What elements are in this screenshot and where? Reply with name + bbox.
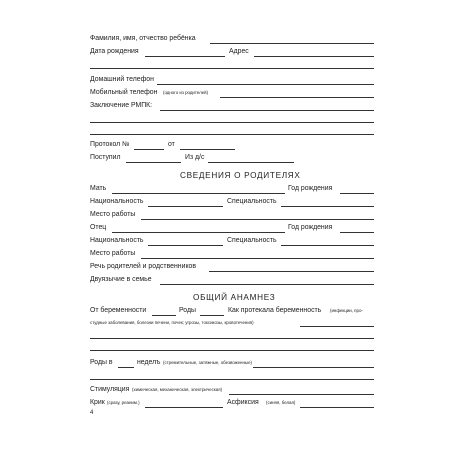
mother-field[interactable] [112, 193, 285, 194]
birth-date-label: Дата рождения [90, 48, 139, 55]
pregnancy-course-note-2: студные заболевания, болезни печени, почек; угрозы, токсикозы, кровотечения) [90, 320, 254, 325]
pregnancy-num-label: От беременности [90, 307, 147, 314]
pregnancy-course-label: Как протекала беременность [228, 307, 322, 314]
pmpk-field-line-2[interactable] [90, 122, 374, 123]
speech-label: Речь родителей и родственников [90, 263, 197, 270]
father-nationality-label: Национальность [90, 237, 144, 244]
anamnesis-heading: ОБЩИЙ АНАМНЕЗ [193, 293, 276, 302]
mobile-phone-field[interactable] [220, 97, 374, 98]
birth-type-field[interactable] [253, 367, 374, 368]
admitted-field[interactable] [126, 162, 181, 163]
mother-birth-year-label: Год рождения [288, 185, 333, 192]
mother-specialty-field[interactable] [281, 206, 374, 207]
mother-label: Мать [90, 185, 107, 192]
father-label: Отец [90, 224, 107, 231]
pregnancy-course-field-line-3[interactable] [90, 350, 374, 351]
father-specialty-label: Специальность [227, 237, 277, 244]
stimulation-note: (химическая, механическая, электрическая) [132, 387, 223, 392]
mobile-phone-label: Мобильный телефон [90, 89, 158, 96]
parents-heading: СВЕДЕНИЯ О РОДИТЕЛЯХ [180, 171, 301, 180]
address-field-line-2[interactable] [90, 68, 374, 69]
page-number: 4 [90, 410, 94, 416]
address-field[interactable] [254, 56, 374, 57]
child-name-label: Фамилия, имя, отчество ребёнка [90, 35, 196, 42]
mother-workplace-label: Место работы [90, 211, 136, 218]
pmpk-field-line-3[interactable] [90, 134, 374, 135]
protocol-date-field[interactable] [180, 149, 235, 150]
home-phone-label: Домашний телефон [90, 76, 154, 83]
father-workplace-field[interactable] [141, 258, 374, 259]
father-field[interactable] [112, 232, 285, 233]
asphyxia-field[interactable] [300, 407, 374, 408]
pmpk-label: Заключение РМПК: [90, 102, 153, 109]
birth-week-label-2: неделъ [137, 359, 161, 366]
protocol-number-field[interactable] [134, 149, 164, 150]
birth-week-note: (стремительные, затяжные, обезвоженные) [163, 360, 252, 365]
birth-week-label-1: Роды в [90, 359, 113, 366]
from-dc-label: Из д/с [185, 154, 205, 161]
bilingual-field[interactable] [160, 284, 374, 285]
asphyxia-label: Асфиксия [227, 399, 259, 406]
pregnancy-course-field[interactable] [300, 326, 374, 327]
cry-label: Крик [90, 399, 105, 406]
speech-field[interactable] [209, 271, 374, 272]
father-birth-year-label: Год рождения [288, 224, 333, 231]
home-phone-field[interactable] [157, 84, 374, 85]
protocol-from-label: от [168, 141, 175, 148]
mobile-phone-note: (одного из родителей) [163, 90, 209, 95]
bilingual-label: Двуязычие в семье [90, 276, 152, 283]
from-dc-field[interactable] [208, 162, 294, 163]
mother-workplace-field[interactable] [141, 219, 374, 220]
mother-specialty-label: Специальность [227, 198, 277, 205]
father-birth-year-field[interactable] [340, 232, 374, 233]
father-nationality-field[interactable] [148, 245, 223, 246]
admitted-label: Поступил [90, 154, 121, 161]
mother-nationality-label: Национальность [90, 198, 144, 205]
cry-note: (сразу, реаним.) [107, 400, 140, 405]
birth-date-field[interactable] [145, 56, 225, 57]
pmpk-field[interactable] [160, 110, 374, 111]
births-field[interactable] [200, 315, 224, 316]
birth-week-field[interactable] [118, 367, 134, 368]
pregnancy-num-field[interactable] [152, 315, 176, 316]
cry-field[interactable] [145, 407, 223, 408]
births-label: Роды [179, 307, 196, 314]
birth-type-field-line-2[interactable] [90, 379, 374, 380]
father-workplace-label: Место работы [90, 250, 136, 257]
mother-birth-year-field[interactable] [340, 193, 374, 194]
pregnancy-course-note-1: (инфекции, про- [330, 308, 363, 313]
protocol-label: Протокол № [90, 141, 130, 148]
address-label: Адрес [229, 48, 249, 55]
father-specialty-field[interactable] [281, 245, 374, 246]
asphyxia-note: (синяя, белая) [266, 400, 296, 405]
child-name-field[interactable] [210, 43, 374, 44]
stimulation-label: Стимуляция [90, 386, 130, 393]
stimulation-field[interactable] [229, 394, 374, 395]
pregnancy-course-field-line-2[interactable] [90, 338, 374, 339]
mother-nationality-field[interactable] [148, 206, 223, 207]
